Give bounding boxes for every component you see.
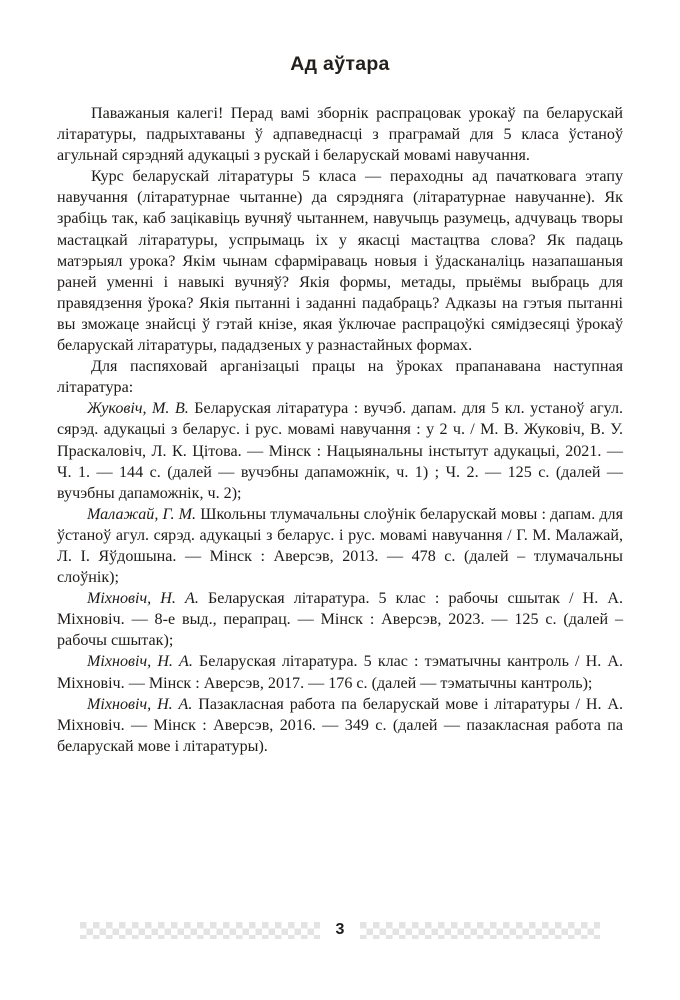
bibliography-author: Міхновіч, Н. А. — [87, 590, 199, 608]
bibliography-details: Школьны тлумачальны слоўнік беларускай мовы : дапам. для ўстаноў агул. сярэд. адукацыі з беларус. і рус. мовамі навучання / Г. М. Малажай, Л. І. Яўдошына. — Мінск : Аверсэв, 2013. — 478 с. (далей – тлумачальны слоўнік); — [57, 505, 623, 587]
bibliography-details: Беларуская літаратура : вучэб. дапам. для 5 кл. устаноў агул. сярэд. адукацыі з беларус. і рус. мовамі навучання : у 2 ч. / М. В. Жуковіч, В. У. Праскаловіч, Л. К. Цітова. — Мінск : Нацыянальны інстытут адукацыі, 2021. — Ч. 1. — 144 с. (далей — вучэбны дапаможнік, ч. 1) ; Ч. 2. — 125 с. (далей — вучэбны дапаможнік, ч. 2); — [57, 400, 623, 502]
bibliography-entry-malazhay — [57, 504, 623, 588]
ornament-band-right-icon — [360, 920, 600, 941]
bibliography-entry-mikhnovich-extracurricular — [57, 694, 623, 757]
bibliography-author: Малажай, Г. М. — [87, 505, 197, 523]
paragraph-intro: Паважаныя калегі! Перад вамі зборнік распрацовак урокаў па беларускай літаратуры, падрыхтаваны ў адпаведнасці з праграмай для 5 класа ўстаноў агульнай сярэдняй адукацыі з рускай і беларускай мовамі навучання. — [57, 105, 623, 165]
bibliography-author: Міхновіч, Н. А. — [87, 695, 193, 713]
paragraph-course-description: Курс беларускай літаратуры 5 класа — пераходны ад пачатковага этапу навучання (літаратурнае чытанне) да сярэдняга (літаратурнае навучанне). Як зрабіць так, каб зацікавіць вучняў чытаннем, навучыць разумець, адчуваць творы мастацкай літаратуры, успрымаць іх у якасці мастацтва слова? Як падаць матэрыял урока? Якім чынам сфарміраваць новыя і ўдасканаліць назапашаныя раней уменні і навыкі вучняў? Якія формы, метады, прыёмы выбраць для правядзення ўрока? Якія пытанні і заданні падабраць? Адказы на гэтыя пытанні вы зможаце знайсці ў гэтай кнізе, якая ўключае распрацоўкі сямідзесяці ўрокаў беларускай літаратуры, пададзеных у разнастайных формах. — [57, 168, 623, 355]
page-footer — [0, 917, 680, 943]
body-text-block — [57, 103, 623, 757]
bibliography-author: Жуковіч, М. В. — [87, 400, 189, 418]
bibliography-entry-zhukovich — [57, 398, 623, 503]
bibliography-details: Беларуская літаратура. 5 клас : рабочы сшытак / Н. А. Міхновіч. — 8-е выд., перапрац. — Мінск : Аверсэв, 2023. — 125 с. (далей – рабочы сшытак); — [57, 590, 623, 650]
bibliography-details: Пазакласная работа па беларускай мове і літаратуры / Н. А. Міхновіч. — Мінск : Аверсэв, 2016. — 349 с. (далей — пазакласная работа па беларускай мове і літаратуры). — [57, 695, 623, 755]
page-title: Ад аўтара — [290, 53, 390, 75]
bibliography-entry-mikhnovich-workbook — [57, 588, 623, 651]
ornament-band-left-icon — [80, 920, 320, 941]
bibliography-entry-mikhnovich-control — [57, 651, 623, 693]
paragraph-literature-lead-in: Для паспяховай арганізацыі працы на ўроках прапанавана наступная літаратура: — [57, 358, 623, 397]
bibliography-details: Беларуская літаратура. 5 клас : тэматычны кантроль / Н. А. Міхновіч. — Мінск : Аверсэв, 2017. — 176 с. (далей — тэматычны кантроль); — [57, 653, 623, 692]
bibliography-author: Міхновіч, Н. А. — [87, 653, 193, 671]
page-number: 3 — [335, 921, 345, 938]
